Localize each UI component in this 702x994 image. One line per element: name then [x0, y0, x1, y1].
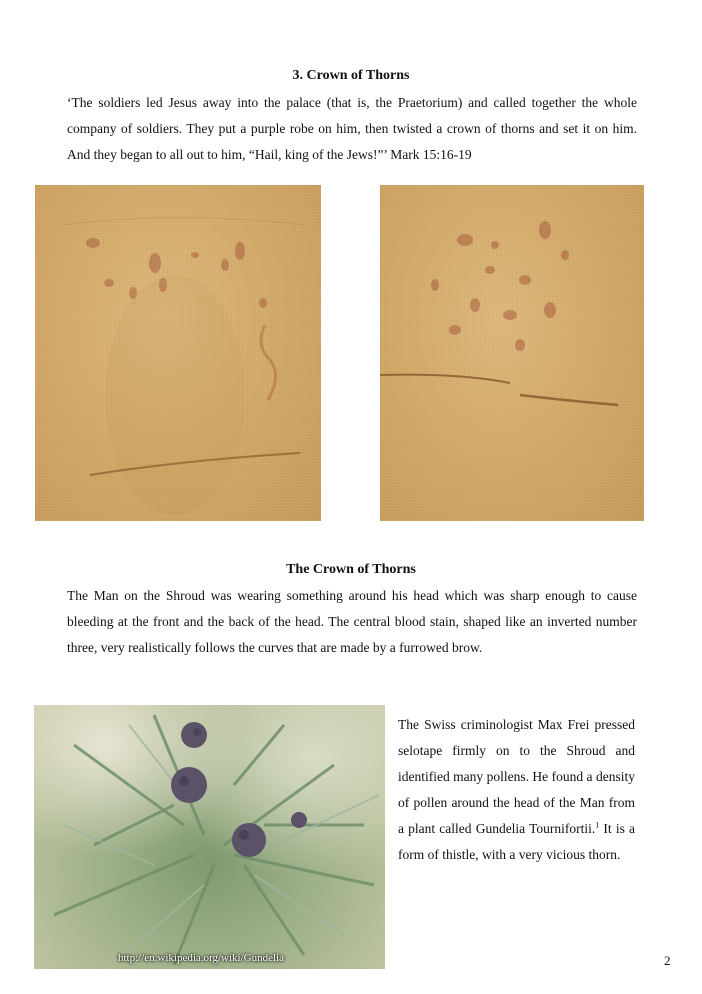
- shroud-front-head-photo: [35, 185, 321, 521]
- pollen-text-continued: It is a form of thistle, with a very vicious thorn.: [398, 821, 635, 862]
- scripture-quote: ‘The soldiers led Jesus away into the palace (that is, the Praetorium) and called together the whole company of soldiers. They put a purple robe on him, then twisted a crown of thorns and set it on him. And they began to all out to him, “Hail, king of the Jews!”’ Mark 15:16-19: [67, 95, 637, 162]
- section-heading-crown-of-thorns: 3. Crown of Thorns: [292, 68, 410, 83]
- page-number: 2: [664, 953, 671, 968]
- body-paragraph: The Man on the Shroud was wearing something around his head which was sharp enough to cause bleeding at the front and the back of the head. The central blood stain, shaped like an inverted number three, very realistically follows the curves that are made by a furrowed brow.: [67, 588, 637, 655]
- gundelia-thistle-photo: [34, 705, 385, 969]
- footnote-marker: 1: [595, 820, 600, 830]
- section-heading-the-crown-of-thorns: The Crown of Thorns: [286, 562, 416, 577]
- pollen-paragraph: [398, 712, 635, 868]
- photo-source-caption: http://en.wikipedia.org/wiki/Gundelia: [118, 952, 284, 964]
- pollen-text: The Swiss criminologist Max Frei pressed selotape firmly on to the Shroud and identified many pollens. He found a density of pollen around the head of the Man from a plant called Gundelia Tournifortii.: [398, 717, 635, 836]
- shroud-back-head-photo: [380, 185, 644, 521]
